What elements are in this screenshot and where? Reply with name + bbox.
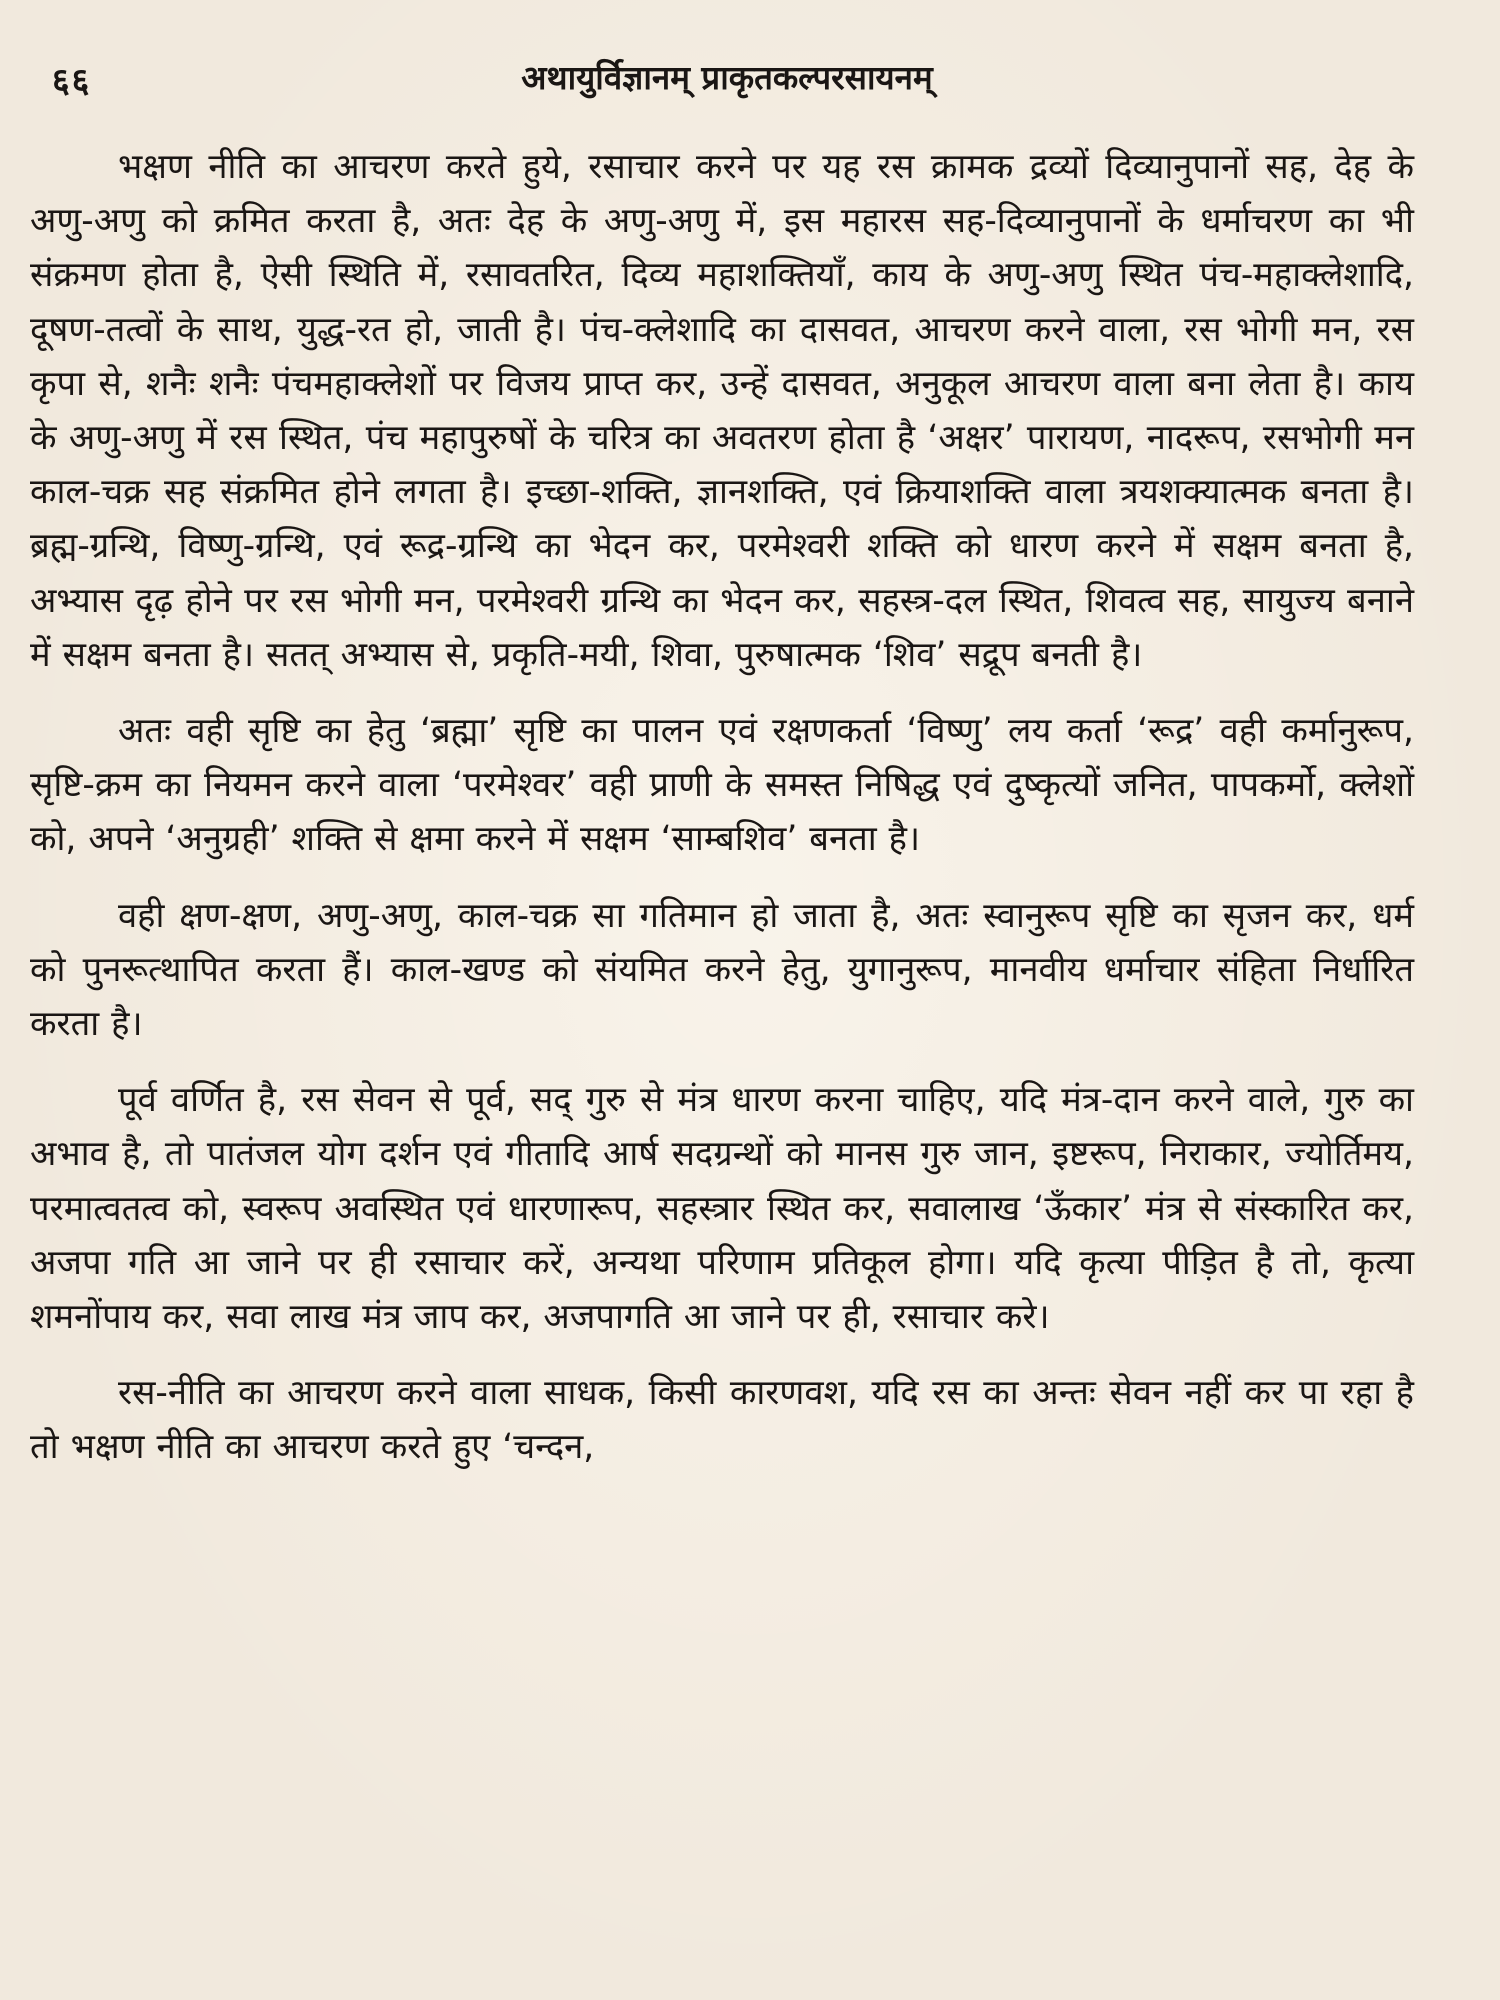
- page-title: अथायुर्विज्ञानम् प्राकृतकल्परसायनम्: [521, 58, 933, 97]
- paragraph: पूर्व वर्णित है, रस सेवन से पूर्व, सद् गुरु से मंत्र धारण करना चाहिए, यदि मंत्र-दान करने वाले, गुरु का अभाव है, तो पातंजल योग दर्शन एवं गीतादि आर्ष सदग्रन्थों को मानस गुरु जान, इष्टरूप, निराकार, ज्योर्तिमय, परमात्वतत्व को, स्वरूप अवस्थित एवं धारणारूप, सहस्त्रार स्थित कर, सवालाख ‘ऊँकार’ मंत्र से संस्कारित कर, अजपा गति आ जाने पर ही रसाचार करें, अन्यथा परिणाम प्रतिकूल होगा। यदि कृत्या पीड़ित है तो, कृत्या शमनोंपाय कर, सवा लाख मंत्र जाप कर, अजपागति आ जाने पर ही, रसाचार करे।: [30, 1080, 1414, 1338]
- body-text: [30, 140, 1414, 1475]
- running-head: [40, 44, 1414, 100]
- paragraph: रस-नीति का आचरण करने वाला साधक, किसी कारणवश, यदि रस का अन्तः सेवन नहीं कर पा रहा है तो भक्षण नीति का आचरण करते हुए ‘चन्दन,: [30, 1373, 1414, 1468]
- paragraph: वही क्षण-क्षण, अणु-अणु, काल-चक्र सा गतिमान हो जाता है, अतः स्वानुरूप सृष्टि का सृजन कर, धर्म को पुनरूत्थापित करता हैं। काल-खण्ड को संयमित करने हेतु, युगानुरूप, मानवीय धर्माचार संहिता निर्धारित करता है।: [30, 895, 1414, 1045]
- paragraph: अतः वही सृष्टि का हेतु ‘ब्रह्मा’ सृष्टि का पालन एवं रक्षणकर्ता ‘विष्णु’ लय कर्ता ‘रूद्र’ वही कर्मानुरूप, सृष्टि-क्रम का नियमन करने वाला ‘परमेश्वर’ वही प्राणी के समस्त निषिद्ध एवं दुष्कृत्यों जनित, पापकर्मो, क्लेशों को, अपने ‘अनुग्रही’ शक्ति से क्षमा करने में सक्षम ‘साम्बशिव’ बनता है।: [30, 711, 1414, 860]
- page-number: ६६: [52, 61, 92, 101]
- paragraph: भक्षण नीति का आचरण करते हुये, रसाचार करने पर यह रस क्रामक द्रव्यों दिव्यानुपानों सह, देह के अणु-अणु को क्रमित करता है, अतः देह के अणु-अणु में, इस महारस सह-दिव्यानुपानों के धर्माचरण का भी संक्रमण होता है, ऐसी स्थिति में, रसावतरित, दिव्य महाशक्तियाँ, काय के अणु-अणु स्थित पंच-महाक्लेशादि, दूषण-तत्वों के साथ, युद्ध-रत हो, जाती है। पंच-क्लेशादि का दासवत, आचरण करने वाला, रस भोगी मन, रस कृपा से, शनैः शनैः पंचमहाक्लेशों पर विजय प्राप्त कर, उन्हें दासवत, अनुकूल आचरण वाला बना लेता है। काय के अणु-अणु में रस स्थित, पंच महापुरुषों के चरित्र का अवतरण होता है ‘अक्षर’ पारायण, नादरूप, रसभोगी मन काल-चक्र सह संक्रमित होने लगता है। इच्छा-शक्ति, ज्ञानशक्ति, एवं क्रियाशक्ति वाला त्रयशक्यात्मक बनता है। ब्रह्म-ग्रन्थि, विष्णु-ग्रन्थि, एवं रूद्र-ग्रन्थि का भेदन कर, परमेश्वरी शक्ति को धारण करने में सक्षम बनता है, अभ्यास दृढ़ होने पर रस भोगी मन, परमेश्वरी ग्रन्थि का भेदन कर, सहस्त्र-दल स्थित, शिवत्व सह, सायुज्य बनाने में सक्षम बनता है। सतत् अभ्यास से, प्रकृति-मयी, शिवा, पुरुषात्मक ‘शिव’ सद्रूप बनती है।: [30, 147, 1414, 675]
